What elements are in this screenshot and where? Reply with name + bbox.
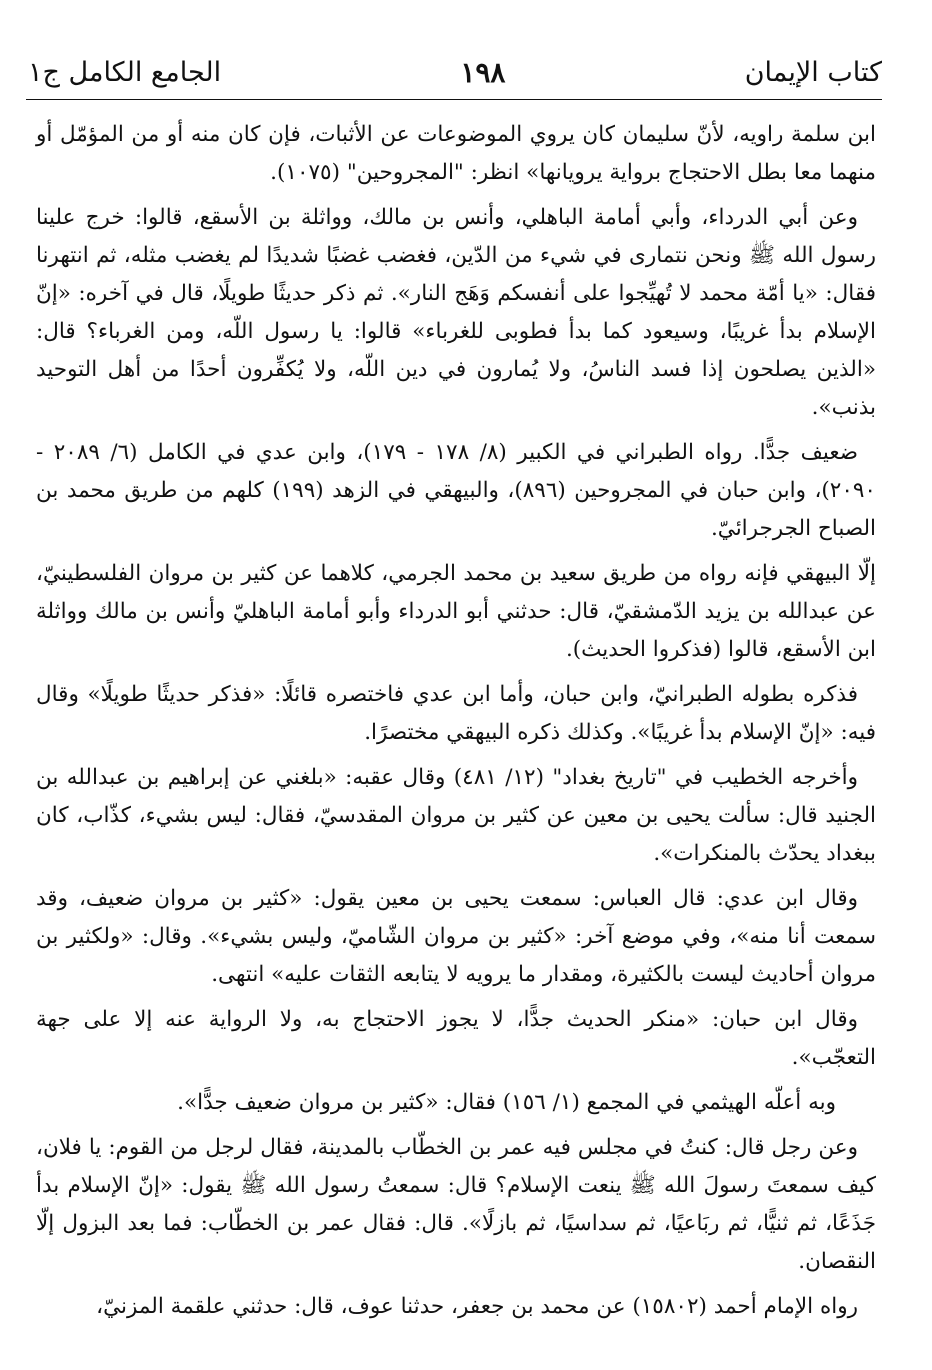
paragraph-5: فذكره بطوله الطبرانيّ، وابن حبان، وأما ابن عدي فاختصره قائلًا: «فذكر حديثًا طويلًا» وقال فيه: «إنّ الإسلام بدأ غريبًا». وكذلك ذكره البيهقي مختصرًا.: [36, 682, 876, 745]
header-divider: [26, 99, 882, 100]
running-header: [28, 52, 882, 94]
page-body: [36, 116, 876, 1333]
paragraph-11: رواه الإمام أحمد (١٥٨٠٢) عن محمد بن جعفر، حدثنا عوف، قال: حدثني علقمة المزنيّ،: [96, 1294, 858, 1319]
paragraph-6: وأخرجه الخطيب في "تاريخ بغداد" (١٢/ ٤٨١) وقال عقبه: «بلغني عن إبراهيم بن عبدالله بن الجنيد قال: سألت يحيى بن معين عن كثير بن مروان المقدسيّ، فقال: ليس بشيء، كذّاب، كان ببغداد يحدّث بالمنكرات».: [36, 765, 876, 866]
paragraph-10: وعن رجل قال: كنتُ في مجلس فيه عمر بن الخطّاب بالمدينة، فقال لرجل من القوم: يا فلان، كيف سمعتَ رسولَ الله ﷺ ينعت الإسلام؟ قال: سمعتُ رسول الله ﷺ يقول: «إنّ الإسلام بدأ جَذَعًا، ثم ثنيًّا، ثم ربَاعيًا، ثم سداسيًا، ثم بازلًا». قال: فقال عمر بن الخطّاب: فما بعد البزول إلّا النقصان.: [36, 1135, 876, 1274]
paragraph-9: وبه أعلّه الهيثمي في المجمع (١/ ١٥٦) فقال: «كثير بن مروان ضعيف جدًّا».: [177, 1090, 836, 1115]
paragraph-3: ضعيف جدًّا. رواه الطبراني في الكبير (٨/ ١٧٨ - ١٧٩)، وابن عدي في الكامل (٦/ ٢٠٨٩ - ٢٠٩٠)، وابن حبان في المجروحين (٨٩٦)، والبيهقي في الزهد (١٩٩) كلهم من طريق محمد بن الصباح الجرجرائيّ.: [36, 440, 876, 541]
paragraph-7: وقال ابن عدي: قال العباس: سمعت يحيى بن معين يقول: «كثير بن مروان ضعيف، وقد سمعت أنا منه»، وفي موضع آخر: «كثير بن مروان الشّاميّ، وليس بشيء». وقال: «ولكثير بن مروان أحاديث ليست بالكثيرة، ومقدار ما يرويه لا يتابعه الثقات عليه» انتهى.: [36, 886, 876, 987]
book-title: كتاب الإيمان: [744, 57, 882, 88]
volume-title: الجامع الكامل ج١: [28, 57, 222, 88]
paragraph-8: وقال ابن حبان: «منكر الحديث جدًّا، لا يجوز الاحتجاج به، ولا الرواية عنه إلا على جهة التعجّب».: [36, 1007, 876, 1070]
paragraph-4: إلّا البيهقي فإنه رواه من طريق سعيد بن محمد الجرمي، كلاهما عن كثير بن مروان الفلسطينيّ، عن عبدالله بن يزيد الدّمشقيّ، قال: حدثني أبو الدرداء وأبو أمامة الباهليّ وأنس بن مالك وواثلة ابن الأسقع، قالوا (فذكروا الحديث).: [36, 561, 876, 662]
page-number: ١٩٨: [460, 56, 506, 89]
paragraph-1: ابن سلمة راويه، لأنّ سليمان كان يروي الموضوعات عن الأثبات، فإن كان منه أو من المؤمّل أو منهما معا بطل الاحتجاج برواية يرويانها» انظر: "المجروحين" (١٠٧٥).: [36, 122, 876, 185]
paragraph-2: وعن أبي الدرداء، وأبي أمامة الباهلي، وأنس بن مالك، وواثلة بن الأسقع، قالوا: خرج علينا رسول الله ﷺ ونحن نتمارى في شيء من الدّين، فغضب غضبًا شديدًا لم يغضب مثله، ثم انتهرنا فقال: «يا أمّة محمد لا تُهيِّجوا على أنفسكم وَهَج النار». ثم ذكر حديثًا طويلًا، قال في آخره: «إنّ الإسلام بدأ غريبًا، وسيعود كما بدأ فطوبى للغرباء» قالوا: يا رسول اللّه، ومن الغرباء؟ قال: «الذين يصلحون إذا فسد الناسُ، ولا يُمارون في دين اللّه، ولا يُكفِّرون أحدًا من أهل التوحيد بذنب».: [36, 205, 876, 420]
